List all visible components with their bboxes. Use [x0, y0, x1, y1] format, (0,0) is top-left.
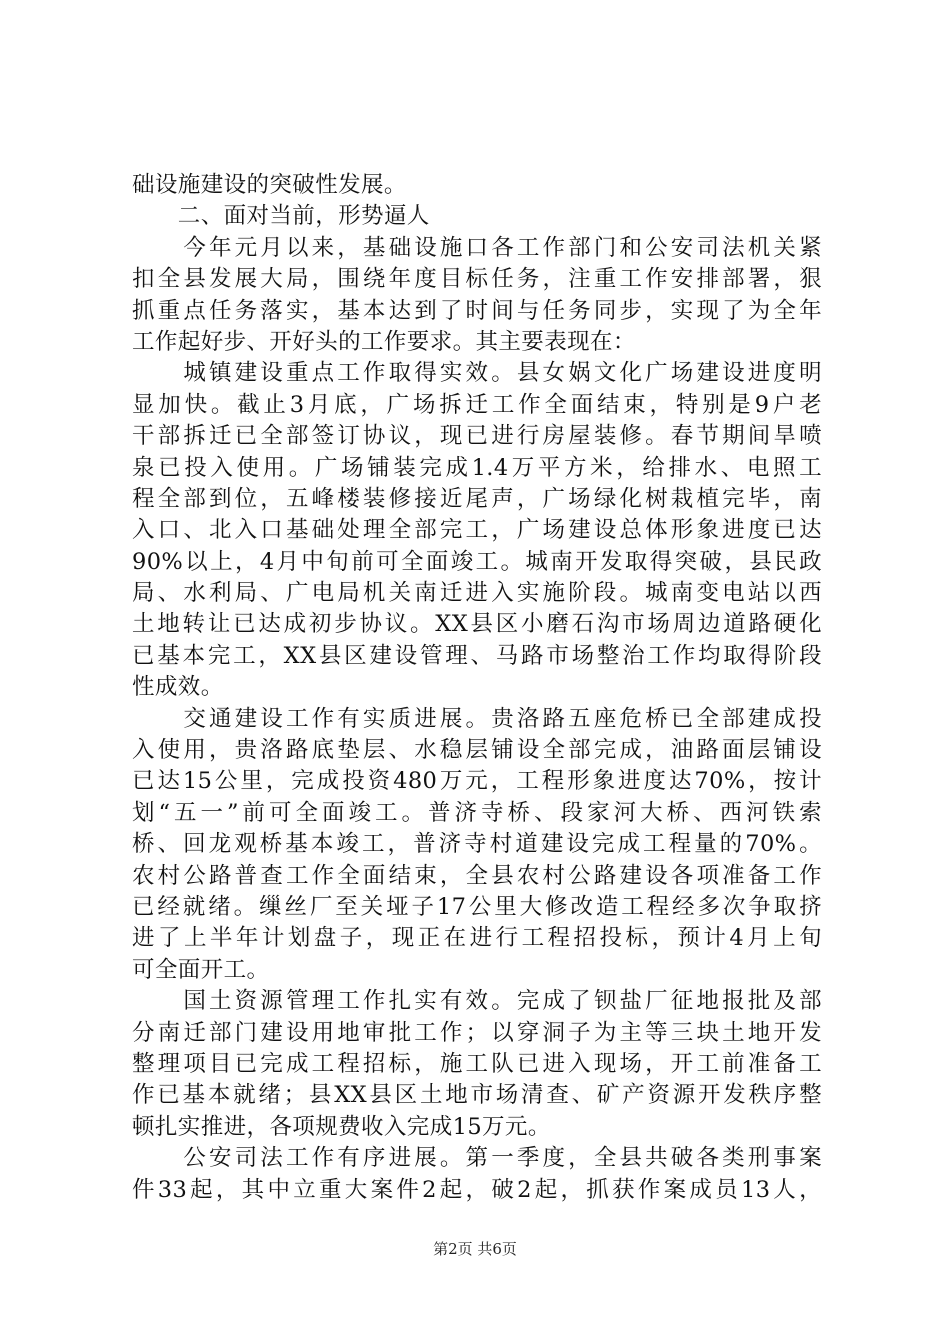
text-line: 公安司法工作有序进展。第一季度，全县共破各类刑事案 [132, 1145, 822, 1172]
text-line: 程全部到位，五峰楼装修接近尾声，广场绿化树栽植完毕，南 [132, 485, 822, 512]
text-line: 显加快。截止3月底，广场拆迁工作全面结束，特别是9户老 [132, 391, 822, 418]
text-line: 交通建设工作有实质进展。贵洛路五座危桥已全部建成投 [132, 705, 822, 732]
text-line: 城镇建设重点工作取得实效。县女娲文化广场建设进度明 [132, 360, 822, 387]
text-line: 划“五一”前可全面竣工。普济寺桥、段家河大桥、西河铁索 [132, 799, 822, 826]
text-line: 作已基本就绪；县XX县区土地市场清查、矿产资源开发秩序整 [132, 1082, 822, 1109]
text-line: 泉已投入使用。广场铺装完成1.4万平方米，给排水、电照工 [132, 454, 822, 481]
text-line: 已基本完工，XX县区建设管理、马路市场整治工作均取得阶段 [132, 642, 822, 669]
text-line: 农村公路普查工作全面结束，全县农村公路建设各项准备工作 [132, 862, 822, 889]
text-line: 抓重点任务落实，基本达到了时间与任务同步，实现了为全年 [132, 297, 822, 324]
text-line: 工作起好步、开好头的工作要求。其主要表现在： [132, 328, 636, 355]
text-line: 入口、北入口基础处理全部完工，广场建设总体形象进度已达 [132, 517, 822, 544]
text-line: 可全面开工。 [132, 956, 270, 983]
text-line: 础设施建设的突破性发展。 [132, 172, 407, 198]
text-line: 局、水利局、广电局机关南迁进入实施阶段。城南变电站以西 [132, 580, 822, 607]
text-line: 分南迁部门建设用地审批工作；以穿洞子为主等三块土地开发 [132, 1019, 822, 1046]
text-line: 今年元月以来，基础设施口各工作部门和公安司法机关紧 [132, 234, 822, 261]
text-line: 桥、回龙观桥基本竣工，普济寺村道建设完成工程量的70%。 [132, 831, 822, 858]
page-number-label: 第2页 共6页 [433, 1240, 517, 1258]
page-footer [0, 1238, 950, 1259]
text-line: 性成效。 [132, 674, 224, 701]
text-line: 已经就绪。缫丝厂至关垭子17公里大修改造工程经多次争取挤 [132, 893, 822, 920]
text-line: 土地转让已达成初步协议。XX县区小磨石沟市场周边道路硬化 [132, 611, 822, 638]
document-body [132, 170, 822, 1206]
text-line: 90%以上，4月中旬前可全面竣工。城南开发取得突破，县民政 [132, 548, 822, 575]
text-line: 干部拆迁已全部签订协议，现已进行房屋装修。春节期间旱喷 [132, 423, 822, 450]
text-line: 件33起，其中立重大案件2起，破2起，抓获作案成员13人， [132, 1176, 822, 1203]
text-line: 国土资源管理工作扎实有效。完成了钡盐厂征地报批及部 [132, 988, 822, 1015]
text-line: 扣全县发展大局，围绕年度目标任务，注重工作安排部署，狠 [132, 266, 822, 293]
text-line: 二、面对当前，形势逼人 [132, 203, 430, 230]
text-line: 已达15公里，完成投资480万元，工程形象进度达70%，按计 [132, 768, 822, 795]
text-line: 整理项目已完成工程招标，施工队已进入现场，开工前准备工 [132, 1050, 822, 1077]
text-line: 顿扎实推进，各项规费收入完成15万元。 [132, 1113, 551, 1140]
text-line: 进了上半年计划盘子，现正在进行工程招投标，预计4月上旬 [132, 925, 822, 952]
text-line: 入使用，贵洛路底垫层、水稳层铺设全部完成，油路面层铺设 [132, 737, 822, 764]
